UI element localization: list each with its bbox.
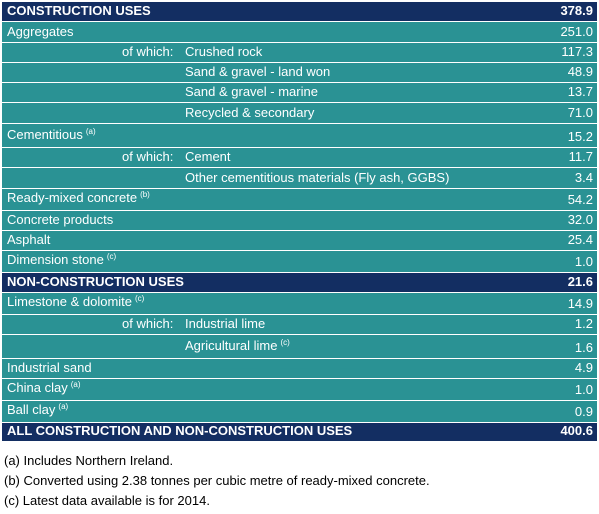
footnote-marker: (c)	[280, 338, 290, 347]
row-label: Aggregates	[7, 24, 74, 39]
row-value: 11.7	[568, 149, 593, 164]
table-row	[2, 211, 597, 231]
table-row	[2, 63, 597, 83]
table-row	[2, 293, 597, 315]
grand-total-row	[2, 423, 597, 442]
row-value: 0.9	[574, 404, 593, 419]
row-label: Crushed rock	[185, 44, 263, 59]
row-label-group	[7, 252, 116, 269]
table-row	[2, 335, 597, 359]
footnote-c: (c) Latest data available is for 2014.	[4, 493, 210, 508]
row-label: Recycled & secondary	[185, 105, 315, 120]
row-value: 1.0	[574, 382, 593, 397]
minerals-use-table	[2, 2, 597, 442]
row-label: Industrial lime	[185, 316, 266, 331]
row-label: Ready-mixed concrete	[7, 190, 138, 205]
row-label: NON-CONSTRUCTION USES	[7, 274, 184, 289]
table-row	[2, 315, 597, 335]
row-label: Sand & gravel - land won	[185, 64, 331, 79]
row-value: 400.6	[560, 423, 593, 438]
row-value: 54.2	[567, 192, 593, 207]
row-value: 251.0	[560, 24, 593, 39]
table-row	[2, 251, 597, 273]
row-value: 3.4	[574, 170, 593, 185]
footnote-marker: (a)	[70, 380, 81, 389]
row-value: 14.9	[567, 296, 593, 311]
section-header-row	[2, 2, 597, 22]
row-value: 1.0	[574, 254, 593, 269]
row-label: Concrete products	[7, 212, 114, 227]
footnote-marker: (b)	[140, 190, 150, 199]
table-row	[2, 189, 597, 211]
row-value: 25.4	[567, 232, 593, 247]
row-label: Asphalt	[7, 232, 51, 247]
row-label: Agricultural lime	[185, 338, 278, 353]
table-row	[2, 231, 597, 251]
of-which-label: of which:	[122, 316, 174, 331]
table-row	[2, 148, 597, 168]
row-label-group	[185, 338, 290, 355]
section-header-row	[2, 273, 597, 293]
table-row	[2, 83, 597, 103]
row-value: 21.6	[567, 274, 593, 289]
row-value: 117.3	[561, 44, 593, 59]
footnotes	[4, 451, 430, 511]
footnote-marker: (c)	[106, 252, 117, 261]
row-label-group	[7, 127, 96, 144]
row-value: 32.0	[567, 212, 593, 227]
table-row	[2, 22, 597, 43]
row-value: 71.0	[567, 105, 593, 120]
row-label: Ball clay	[7, 402, 56, 417]
row-value: 378.9	[560, 3, 593, 18]
table-row	[2, 168, 597, 189]
row-label: Cementitious	[7, 127, 83, 142]
table-row	[2, 401, 597, 423]
row-label-group	[7, 294, 144, 311]
row-value: 4.9	[574, 360, 593, 375]
footnote-marker: (a)	[58, 402, 69, 411]
row-value: 1.2	[574, 316, 593, 331]
row-label: ALL CONSTRUCTION AND NON-CONSTRUCTION USES	[7, 423, 353, 438]
row-label: China clay	[7, 380, 68, 395]
row-label: Industrial sand	[7, 360, 92, 375]
row-value: 48.9	[567, 64, 593, 79]
footnote-marker: (a)	[85, 127, 96, 136]
row-label-group	[7, 402, 68, 419]
row-value: 15.2	[567, 129, 593, 144]
row-label: Sand & gravel - marine	[185, 84, 318, 99]
of-which-label: of which:	[122, 44, 174, 59]
footnote-b: (b) Converted using 2.38 tonnes per cubic metre of ready-mixed concrete.	[4, 473, 430, 488]
row-label: Dimension stone	[7, 252, 104, 267]
of-which-label: of which:	[122, 149, 174, 164]
row-label-group	[7, 190, 150, 207]
row-label: Other cementitious materials (Fly ash, GGBS)	[185, 170, 450, 185]
table-row	[2, 379, 597, 401]
table-row	[2, 103, 597, 124]
row-label-group	[7, 380, 80, 397]
row-value: 1.6	[574, 340, 593, 355]
row-label: CONSTRUCTION USES	[7, 3, 151, 18]
row-label: Cement	[185, 149, 231, 164]
row-value: 13.7	[567, 84, 593, 99]
row-label: Limestone & dolomite	[7, 294, 133, 309]
footnote-marker: (c)	[135, 294, 145, 303]
table-row	[2, 359, 597, 379]
table-row	[2, 124, 597, 148]
footnote-a: (a) Includes Northern Ireland.	[4, 453, 174, 468]
table-row	[2, 43, 597, 63]
